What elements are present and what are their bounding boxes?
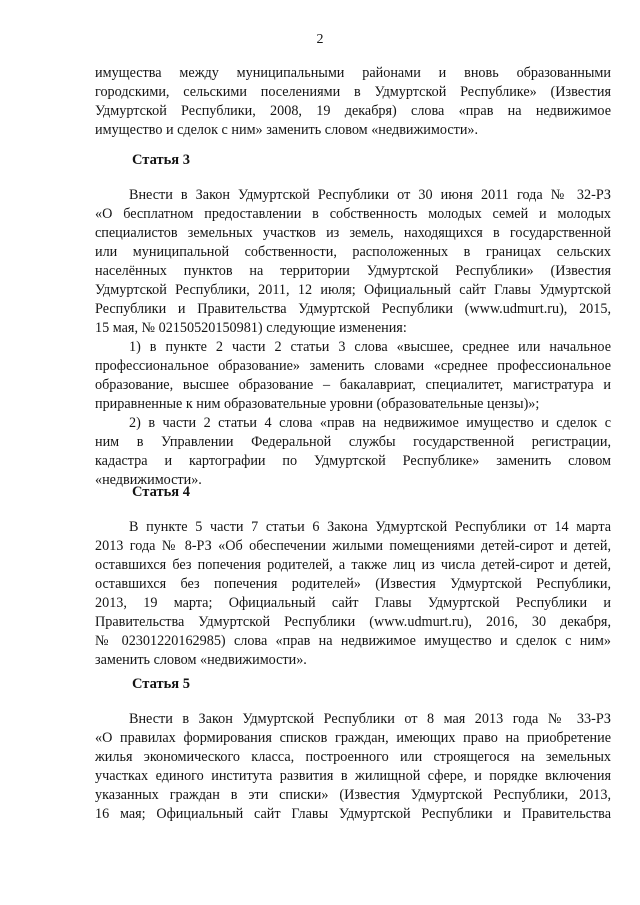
text-line: кадастра и картографии по Удмуртской Республике» заменить словом	[95, 453, 611, 469]
article-3-paragraph-2	[95, 338, 611, 414]
text-line: ним в Управлении Федеральной службы государственной регистрации,	[95, 434, 611, 450]
text-line: населённых пунктов на территории Удмуртской Республики» (Известия	[95, 263, 611, 279]
text-line: 1) в пункте 2 части 2 статьи 3 слова «высшее, среднее или начальное	[129, 339, 611, 355]
text-line: оставшихся без попечения родителей, а также лиц из числа детей-сирот и детей,	[95, 557, 611, 573]
text-line: Республики и Правительства Удмуртской Республики (www.udmurt.ru), 2015,	[95, 301, 611, 317]
text-line: № 02301220162985) слова «прав на недвижимое имущество и сделок с ним»	[95, 633, 611, 649]
text-line: Удмуртской Республики, 2008, 19 декабря) слова «прав на недвижимое	[95, 103, 611, 119]
intro-paragraph	[95, 64, 611, 140]
text-line: Внести в Закон Удмуртской Республики от 8 мая 2013 года № 33-РЗ	[129, 711, 611, 727]
text-line: «недвижимости».	[95, 472, 202, 488]
text-line: оставшихся без попечения родителей» (Известия Удмуртской Республики,	[95, 576, 611, 592]
text-line: 2) в части 2 статьи 4 слова «прав на недвижимое имущество и сделок с	[129, 415, 611, 431]
text-line: Удмуртской Республики, 2011, 12 июля; Официальный сайт Главы Удмуртской	[95, 282, 611, 298]
text-line: специалистов земельных участков из земель, находящихся в государственной	[95, 225, 611, 241]
article-4-paragraph-1	[95, 518, 611, 670]
article-4-heading: Статья 4	[132, 484, 190, 500]
text-line: заменить словом «недвижимости».	[95, 652, 307, 668]
article-3-paragraph-3	[95, 414, 611, 490]
text-line: указанных граждан в эти списки» (Известия Удмуртской Республики, 2013,	[95, 787, 611, 803]
text-line: участках единого института развития в жилищной сфере, и порядке включения	[95, 768, 611, 784]
article-5-heading: Статья 5	[132, 676, 190, 692]
text-line: Правительства Удмуртской Республики (www.udmurt.ru), 2016, 30 декабря,	[95, 614, 611, 630]
article-5-paragraph-1	[95, 710, 611, 824]
article-3-paragraph-1	[95, 186, 611, 338]
text-line: Внести в Закон Удмуртской Республики от 30 июня 2011 года № 32-РЗ	[129, 187, 611, 203]
text-line: 2013, 19 марта; Официальный сайт Главы Удмуртской Республики и	[95, 595, 611, 611]
text-line: «О правилах формирования списков граждан, имеющих право на приобретение	[95, 730, 611, 746]
article-3-heading: Статья 3	[132, 152, 190, 168]
text-line: 16 мая; Официальный сайт Главы Удмуртской Республики и Правительства	[95, 806, 611, 822]
text-line: имущество и сделок с ним» заменить словом «недвижимости».	[95, 122, 479, 138]
text-line: городскими, сельскими поселениями в Удмуртской Республике» (Известия	[95, 84, 611, 100]
text-line: «О бесплатном предоставлении в собственность молодых семей и молодых	[95, 206, 611, 222]
text-line: 15 мая, № 02150520150981) следующие изменения:	[95, 320, 407, 336]
text-line: или муниципальной собственности, расположенных в границах сельских	[95, 244, 611, 260]
text-line: имущества между муниципальными районами и вновь образованными	[95, 65, 611, 81]
text-line: образование, высшее образование – бакалавриат, специалитет, магистратура и	[95, 377, 611, 393]
page-number: 2	[316, 32, 324, 47]
text-line: 2013 года № 8-РЗ «Об обеспечении жилыми помещениями детей-сирот и детей,	[95, 538, 611, 554]
text-line: профессиональное образование» заменить словами «среднее профессиональное	[95, 358, 611, 374]
text-line: В пункте 5 части 7 статьи 6 Закона Удмуртской Республики от 14 марта	[129, 519, 611, 535]
text-line: жилья экономического класса, построенного или строящегося на земельных	[95, 749, 611, 765]
text-line: приравненные к ним образовательные уровни (образовательные цензы)»;	[95, 396, 540, 412]
